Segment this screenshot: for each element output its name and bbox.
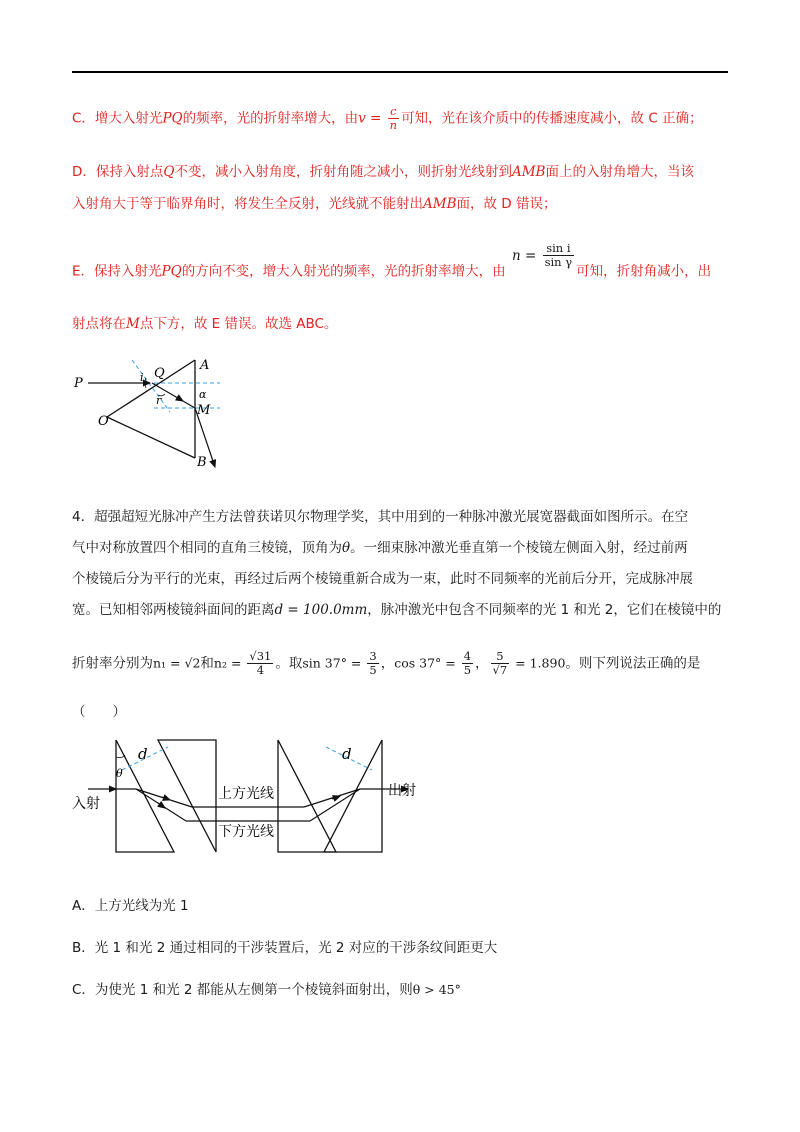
text: 入射角大于等于临界角时，将发生全反射，光线就不能射出 — [72, 196, 423, 212]
text: 和 — [200, 655, 214, 672]
header-rule — [72, 71, 728, 73]
text: B．光 1 和光 2 通过相同的干涉装置后，光 2 对应的干涉条纹间距更大 — [72, 940, 498, 956]
math-m: M — [126, 316, 140, 332]
math-q: Q — [163, 164, 175, 180]
math-distance: d = 100.0mm — [274, 602, 368, 618]
fraction-5-sqrt7 — [491, 650, 510, 677]
refracted-arrow — [178, 398, 183, 401]
denominator: √7 — [492, 663, 508, 677]
pulse-stretcher-figure — [70, 735, 430, 860]
math-amb: AMB — [511, 164, 546, 180]
arrow-lower — [158, 803, 165, 808]
text: 。一细束脉冲激光垂直第一个棱镜左侧面入射，经过前两 — [350, 540, 688, 556]
numerator: sin i — [543, 242, 575, 256]
question-4-line1 — [72, 505, 732, 529]
question-4-line5 — [72, 650, 732, 677]
prism-outline — [107, 360, 195, 458]
text: 射点将在 — [72, 316, 126, 332]
math-value: = 1.890 — [511, 655, 566, 671]
label-exit: 出射 — [388, 783, 416, 799]
denominator: n — [389, 118, 398, 132]
math-pq: PQ — [161, 263, 182, 280]
numerator: 4 — [463, 649, 472, 663]
choice-b — [72, 936, 732, 960]
question-4-line3 — [72, 567, 732, 591]
denominator: 5 — [463, 663, 472, 677]
text: 的方向不变，增大入射光的频率，光的折射率增大，由 — [181, 263, 506, 280]
option-d-explanation-line1 — [72, 160, 732, 184]
option-e-explanation-line2 — [72, 312, 732, 336]
option-d-explanation-line2 — [72, 192, 732, 216]
math-pq: PQ — [162, 110, 183, 127]
snell-formula — [511, 241, 576, 269]
label-d-left: d — [138, 745, 148, 763]
text: A．上方光线为光 1 — [72, 898, 189, 914]
text: 。则下列说法正确的是 — [565, 655, 701, 672]
text: 可知，光在该介质中的传播速度减小，故 C 正确； — [401, 110, 703, 127]
math-n2: n₂ = — [213, 655, 246, 671]
label-o: O — [98, 414, 109, 429]
math-cos37: cos 37° = — [394, 655, 460, 671]
label-a: A — [200, 358, 210, 373]
numerator: c — [388, 105, 399, 119]
text: 4．超强超短光脉冲产生方法曾获诺贝尔物理学奖，其中用到的一种脉冲激光展宽器截面如图所示。在空 — [72, 509, 689, 525]
label-theta: θ — [116, 767, 123, 780]
arrow-upper — [162, 797, 170, 800]
question-4-line2 — [72, 536, 732, 560]
text: 。取 — [275, 655, 303, 672]
text: 折射率分别为 — [72, 655, 153, 672]
fraction-n2 — [247, 650, 273, 677]
label-lower-ray: 下方光线 — [218, 824, 274, 840]
text: D．保持入射点 — [72, 164, 164, 180]
text: C．增大入射光 — [72, 110, 163, 127]
numerator: 3 — [369, 649, 377, 663]
text: 个棱镜后分为平行的光束，再经过后两个棱镜重新合成为一束，此时不同频率的光前后分开，完成脉冲展 — [72, 571, 693, 587]
math-theta: θ — [342, 540, 351, 556]
fraction-sin37 — [367, 650, 378, 677]
fraction-cos37 — [462, 650, 473, 677]
label-incident: 入射 — [72, 796, 100, 812]
text: 的频率，光的折射率增大，由 — [182, 110, 359, 127]
math-eq: = — [365, 110, 386, 127]
prism-2 — [158, 740, 216, 852]
label-p: P — [74, 376, 83, 391]
denominator: 5 — [369, 663, 377, 677]
text: 不变，减小入射角度，折射角随之减小，则折射光线射到 — [174, 164, 512, 180]
choice-a — [72, 894, 732, 918]
prism-4 — [324, 740, 382, 852]
text: ， — [380, 655, 395, 672]
label-r: r — [156, 394, 162, 407]
text: 点下方，故 E 错误。故选 ABC。 — [139, 316, 338, 332]
label-upper-ray: 上方光线 — [218, 786, 274, 802]
math-n1: n₁ = √2 — [153, 655, 201, 671]
label-m: M — [197, 403, 211, 418]
text: ，脉冲激光中包含不同频率的光 1 和光 2，它们在棱镜中的 — [367, 602, 722, 618]
denominator: sin γ — [544, 255, 573, 269]
prism-3 — [278, 740, 336, 852]
question-4-line4 — [72, 598, 732, 622]
label-b: B — [197, 455, 207, 470]
label-q: Q — [154, 366, 165, 381]
text: （ ） — [72, 704, 126, 720]
text: 面上的入射角增大，当该 — [545, 164, 694, 180]
math-v: v — [358, 110, 366, 127]
option-e-explanation-line1 — [72, 241, 732, 285]
prism-refraction-figure — [70, 350, 240, 475]
lower-ray-gap-2 — [310, 789, 360, 821]
math-sin37: sin 37° = — [302, 655, 366, 671]
text: 可知，折射角减小，出 — [576, 263, 712, 280]
text: 宽。已知相邻两棱镜斜面间的距离 — [72, 602, 275, 618]
question-4-answer-bracket — [72, 700, 732, 724]
math-amb: AMB — [423, 196, 457, 212]
label-alpha: α — [199, 388, 207, 401]
math-n: n — [511, 247, 521, 264]
denominator: 4 — [256, 663, 265, 677]
fraction-c-over-n — [388, 105, 399, 132]
math-eq: = — [520, 247, 541, 264]
text: E．保持入射光 — [72, 263, 162, 280]
text: C．为使光 1 和光 2 都能从左侧第一个棱镜斜面射出，则 — [72, 982, 413, 998]
text: ， — [475, 655, 489, 672]
choice-c — [72, 978, 732, 1002]
label-d-right: d — [342, 745, 352, 763]
numerator: √31 — [249, 649, 272, 663]
numerator: 5 — [491, 650, 510, 664]
fraction-sin — [543, 242, 575, 269]
option-c-explanation — [72, 105, 732, 132]
label-i: i — [140, 371, 144, 384]
text: 面，故 D 错误； — [456, 196, 557, 212]
text: 气中对称放置四个相同的直角三棱镜，顶角为 — [72, 540, 342, 556]
math-theta-inequality: θ > 45° — [412, 982, 461, 997]
